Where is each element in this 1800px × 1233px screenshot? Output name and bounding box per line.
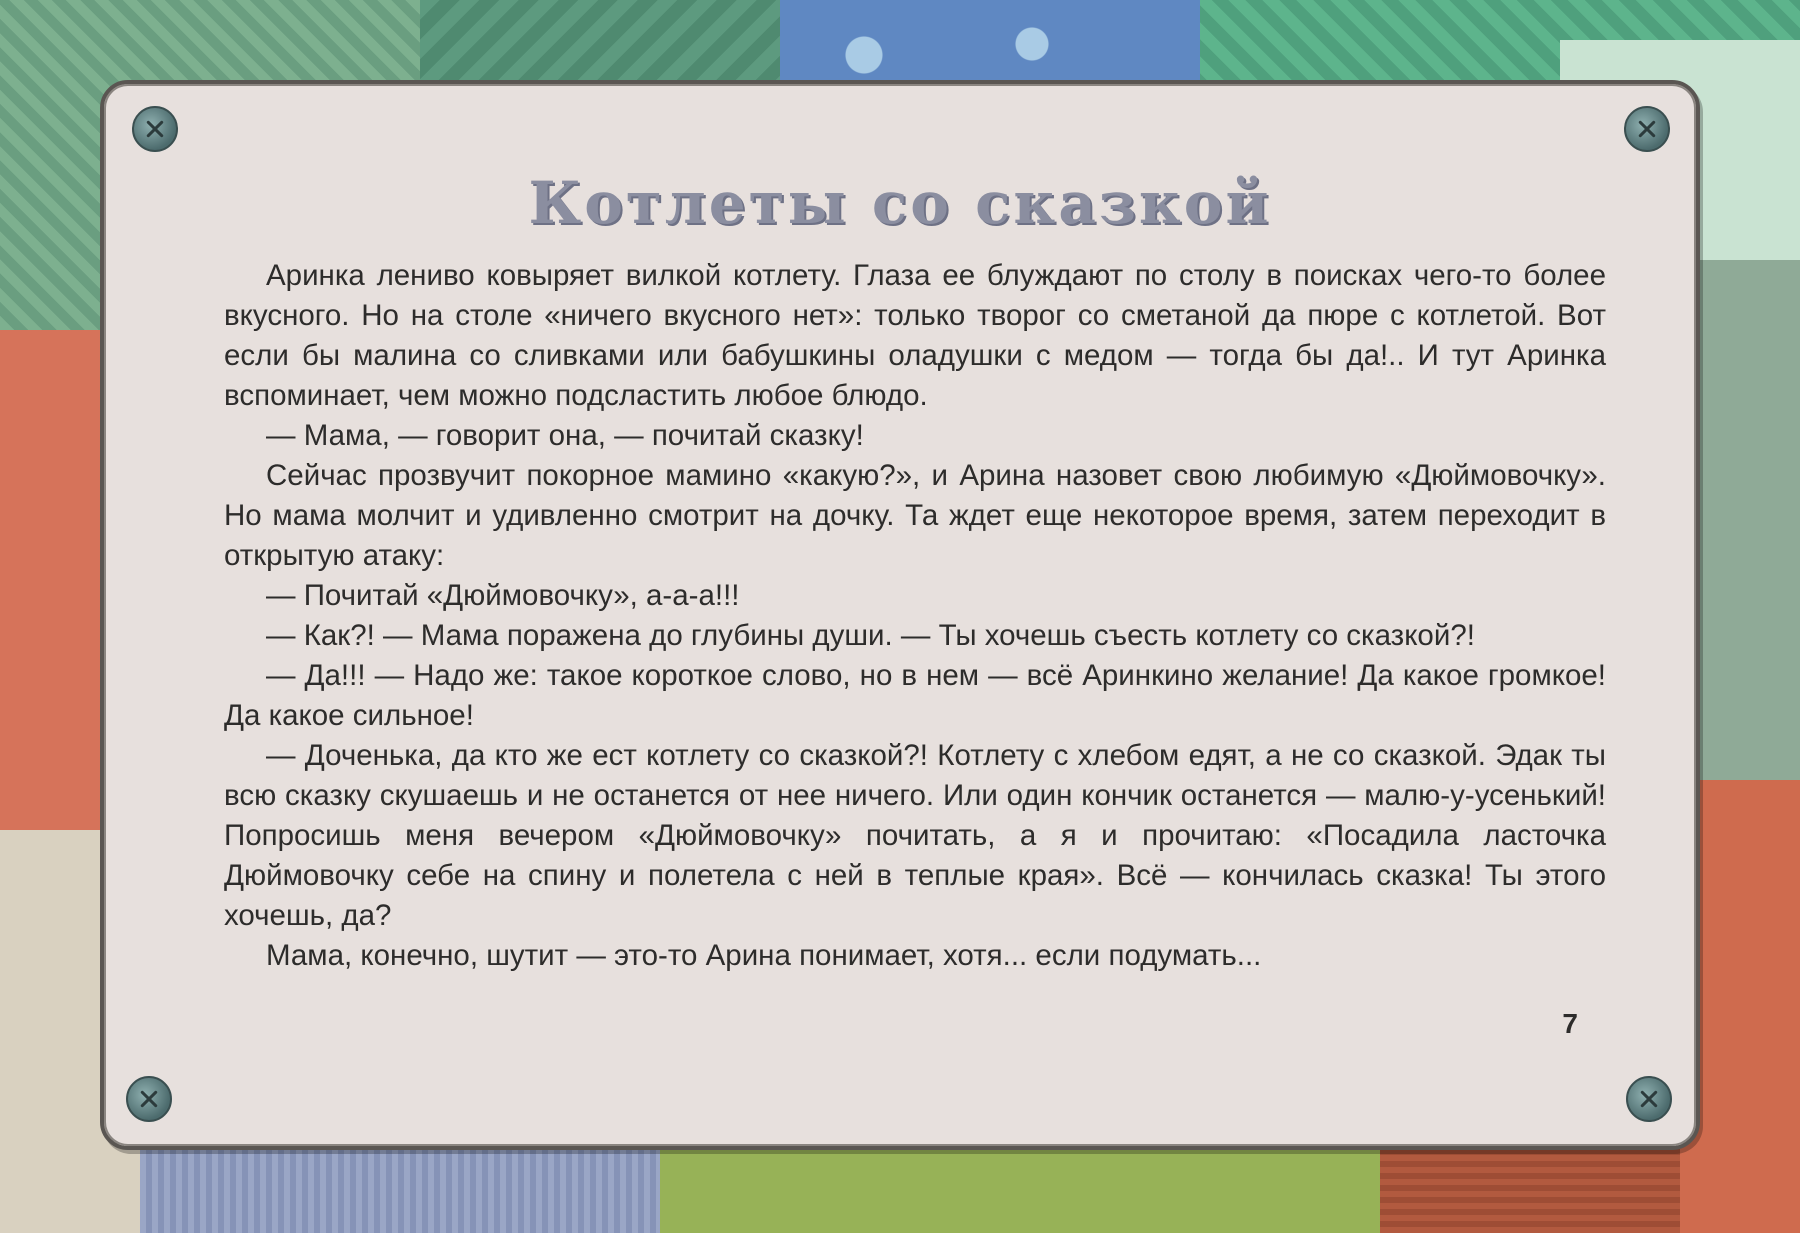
story-card <box>100 80 1700 1150</box>
paragraph: — Как?! — Мама поражена до глубины души. — Ты хочешь съесть котлету со сказкой?! <box>266 619 1475 652</box>
paragraph: Сейчас прозвучит покорное мамино «какую?», и Арина назовет свою любимую «Дюймовочку». Но мама молчит и удивленно смотрит на дочку. Та ждет еще некоторое время, затем переходит в открытую атаку: <box>224 459 1606 572</box>
sewing-button-icon <box>1624 106 1670 152</box>
paragraph: — Да!!! — Надо же: такое короткое слово, но в нем — всё Аринкино желание! Да какое громкое! Да какое сильное! <box>224 659 1606 732</box>
sewing-button-icon <box>1626 1076 1672 1122</box>
story-text <box>224 256 1606 976</box>
paragraph: Мама, конечно, шутит — это-то Арина понимает, хотя... если подумать... <box>266 939 1262 972</box>
sewing-button-icon <box>132 106 178 152</box>
paragraph: Аринка лениво ковыряет вилкой котлету. Глаза ее блуждают по столу в поисках чего-то более вкусного. Но на столе «ничего вкусного нет»: только творог со сметаной да пюре с котлетой. Вот если бы малина со сливками или бабушкины оладушки с медом — тогда бы да!.. И тут Аринка вспоминает, чем можно подсластить любое блюдо. <box>224 259 1606 412</box>
story-title: Котлеты со сказкой <box>528 169 1272 237</box>
sewing-button-icon <box>126 1076 172 1122</box>
page-number: 7 <box>1562 1008 1578 1039</box>
paragraph: — Мама, — говорит она, — почитай сказку! <box>266 419 864 452</box>
paragraph: — Почитай «Дюймовочку», а-а-а!!! <box>266 579 740 612</box>
paragraph: — Доченька, да кто же ест котлету со сказкой?! Котлету с хлебом едят, а не со сказкой. Эдак ты всю сказку скушаешь и не останется от нее ничего. Или один кончик останется — малю-у-усенький! Попросишь меня вечером «Дюймовочку» почитать, а я и прочитаю: «Посадила ласточка Дюймовочку себе на спину и полетела с ней в теплые края». Всё — кончилась сказка! Ты этого хочешь, да? <box>224 739 1606 932</box>
